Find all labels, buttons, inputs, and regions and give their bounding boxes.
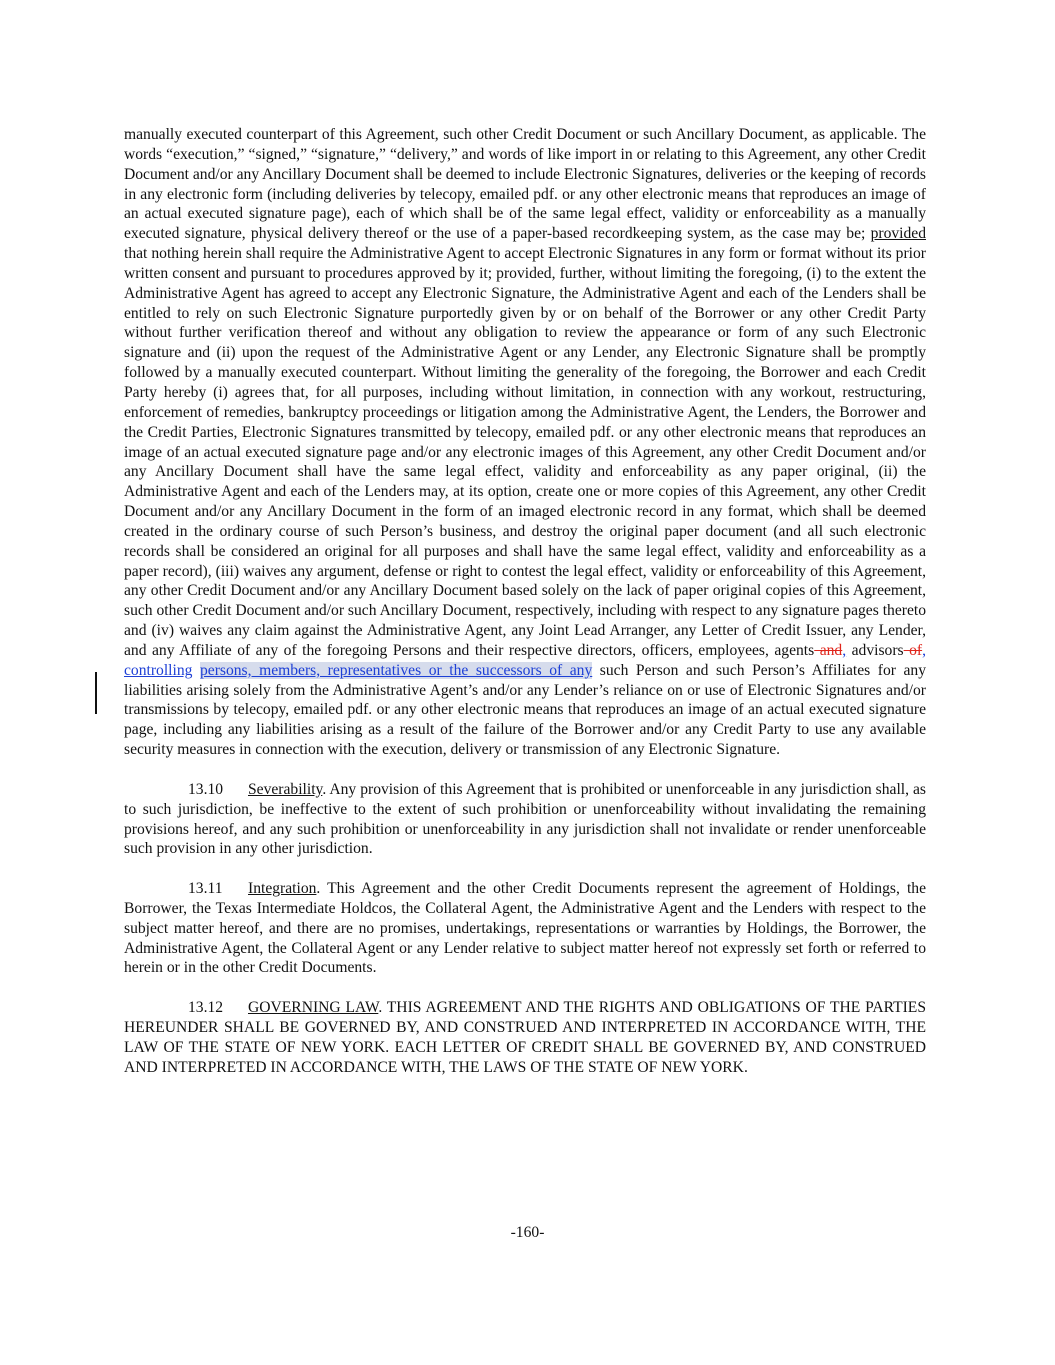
section-integration [124,879,926,978]
document-body [124,125,926,1097]
section-governing-law [124,998,926,1077]
section-heading: Integration [248,880,317,898]
section-heading: GOVERNING LAW [248,999,379,1017]
paragraph-electronic-signatures [124,125,926,760]
inserted-highlighted-text: persons, members, representatives or the successors of any [199,661,593,679]
paragraph-text: that nothing herein shall require the Administrative Agent to accept Electronic Signatures in any form or format without its prior written consent and pursuant to procedures approved by it; provided, further, without limiting the foregoing, (i) to the extent the Administrative Agent has agreed to accept any Electronic Signature, the Administrative Agent and each of the Lenders shall be entitled to rely on such Electronic Signature purportedly given by or on behalf of the Borrower or any other Credit Party without further verification thereof and without any obligation to review the appearance or form of any such Electronic signature and (ii) upon the request of the Administrative Agent or any Lender, any Electronic Signature shall be promptly followed by a manually executed counterpart. Without limiting the generality of the foregoing, the Borrower and each Credit Party hereby (i) agrees that, for all purposes, including without limitation, in connection with any workout, restructuring, enforcement of remedies, bankruptcy proceedings or litigation among the Administrative Agent, the Lenders, the Borrower and the Credit Parties, Electronic Signatures transmitted by telecopy, emailed pdf. or any other electronic means that reproduces an image of an actual executed signature page and/or any electronic images of this Agreement, any other Credit Document and/or any Ancillary Document shall have the same legal effect, validity and enforceability as any paper original, (ii) the Administrative Agent and each of the Lenders may, at its option, create one or more copies of this Agreement, any other Credit Document and/or any Ancillary Document in the form of an imaged electronic record in any format, which shall be deemed created in the ordinary course of such Person’s business, and destroy the original paper document (and all such electronic records shall be considered an original for all purposes and shall have the same legal effect, validity and enforceability as a paper record), (iii) waives any argument, defense or right to contest the legal effect, validity or enforceability of this Agreement, any other Credit Document and/or any Ancillary Document based solely on the lack of paper original copies of this Agreement, such other Credit Document and/or such Ancillary Document, respectively, including with respect to any signature pages thereto and (iv) waives any claim against the Administrative Agent, any Joint Lead Arranger, any Letter of Credit Issuer, any Lender, and any Affiliate of any of the foregoing Persons and their respective directors, officers, employees, agents [124,245,926,659]
provided-term: provided [870,225,927,243]
section-number: 13.11 [188,880,223,898]
revision-change-bar [95,672,97,714]
paragraph-text: such Person and such Person’s Affiliates for any liabilities arising solely from the Administrative Agent’s and/or any Lender’s reliance on or use of Electronic Signatures and/or transmissions by telecopy, emailed pdf. or any other electronic means that reproduces an image of an actual executed signature page, including any liabilities arising as a result of the failure of the Borrower and/or any Credit Party to use any available security measures in connection with the execution, delivery or transmission of any Electronic Signature. [124,661,926,759]
paragraph-text: advisors [846,641,904,659]
deleted-text: and [814,641,843,659]
section-body: . This Agreement and the other Credit Documents represent the agreement of Holdings, the Borrower, the Texas Intermediate Holdcos, the Collateral Agent, the Administrative Agent and the Lenders with respect to the subject matter hereof, and there are no promises, undertakings, representations or warranties by Holdings, the Borrower, the Administrative Agent, the Collateral Agent or any Lender relative to subject matter hereof not expressly set forth or referred to herein or in the other Credit Documents. [124,880,926,977]
section-heading: Severability [248,780,323,798]
inserted-text: , controlling [124,641,926,679]
inserted-text: , [842,641,847,659]
section-body: . THIS AGREEMENT AND THE RIGHTS AND OBLIGATIONS OF THE PARTIES HEREUNDER SHALL BE GOVERNED BY, AND CONSTRUED AND INTERPRETED IN ACCORDANCE WITH, THE LAW OF THE STATE OF NEW YORK. EACH LETTER OF CREDIT SHALL BE GOVERNED BY, AND CONSTRUED AND INTERPRETED IN ACCORDANCE WITH, THE LAWS OF THE STATE OF NEW YORK. [124,999,926,1076]
section-number: 13.10 [188,780,224,798]
deleted-text: of [903,641,923,659]
section-number: 13.12 [188,999,224,1017]
section-severability [124,780,926,859]
page-number: -160- [510,1224,545,1241]
section-body: . Any provision of this Agreement that is prohibited or unenforceable in any jurisdiction shall, as to such jurisdiction, be ineffective to the extent of such prohibition or unenforceability without invalidating the remaining provisions hereof, and any such prohibition or unenforceability in any jurisdiction shall not invalidate or render unenforceable such provision in any other jurisdiction. [124,780,926,858]
paragraph-text: manually executed counterpart of this Agreement, such other Credit Document or such Ancillary Document, as applicable. The words “execution,” “signed,” “signature,” “delivery,” and words of like import in or relating to this Agreement, any other Credit Document and/or any Ancillary Document shall be deemed to include Electronic Signatures, deliveries or the keeping of records in any electronic form (including deliveries by telecopy, emailed pdf. or any other electronic means that reproduces an image of an actual executed signature page), each of which shall be of the same legal effect, validity or enforceability as a manually executed signature, physical delivery thereof or the use of a paper-based recordkeeping system, as the case may be; [124,126,926,243]
